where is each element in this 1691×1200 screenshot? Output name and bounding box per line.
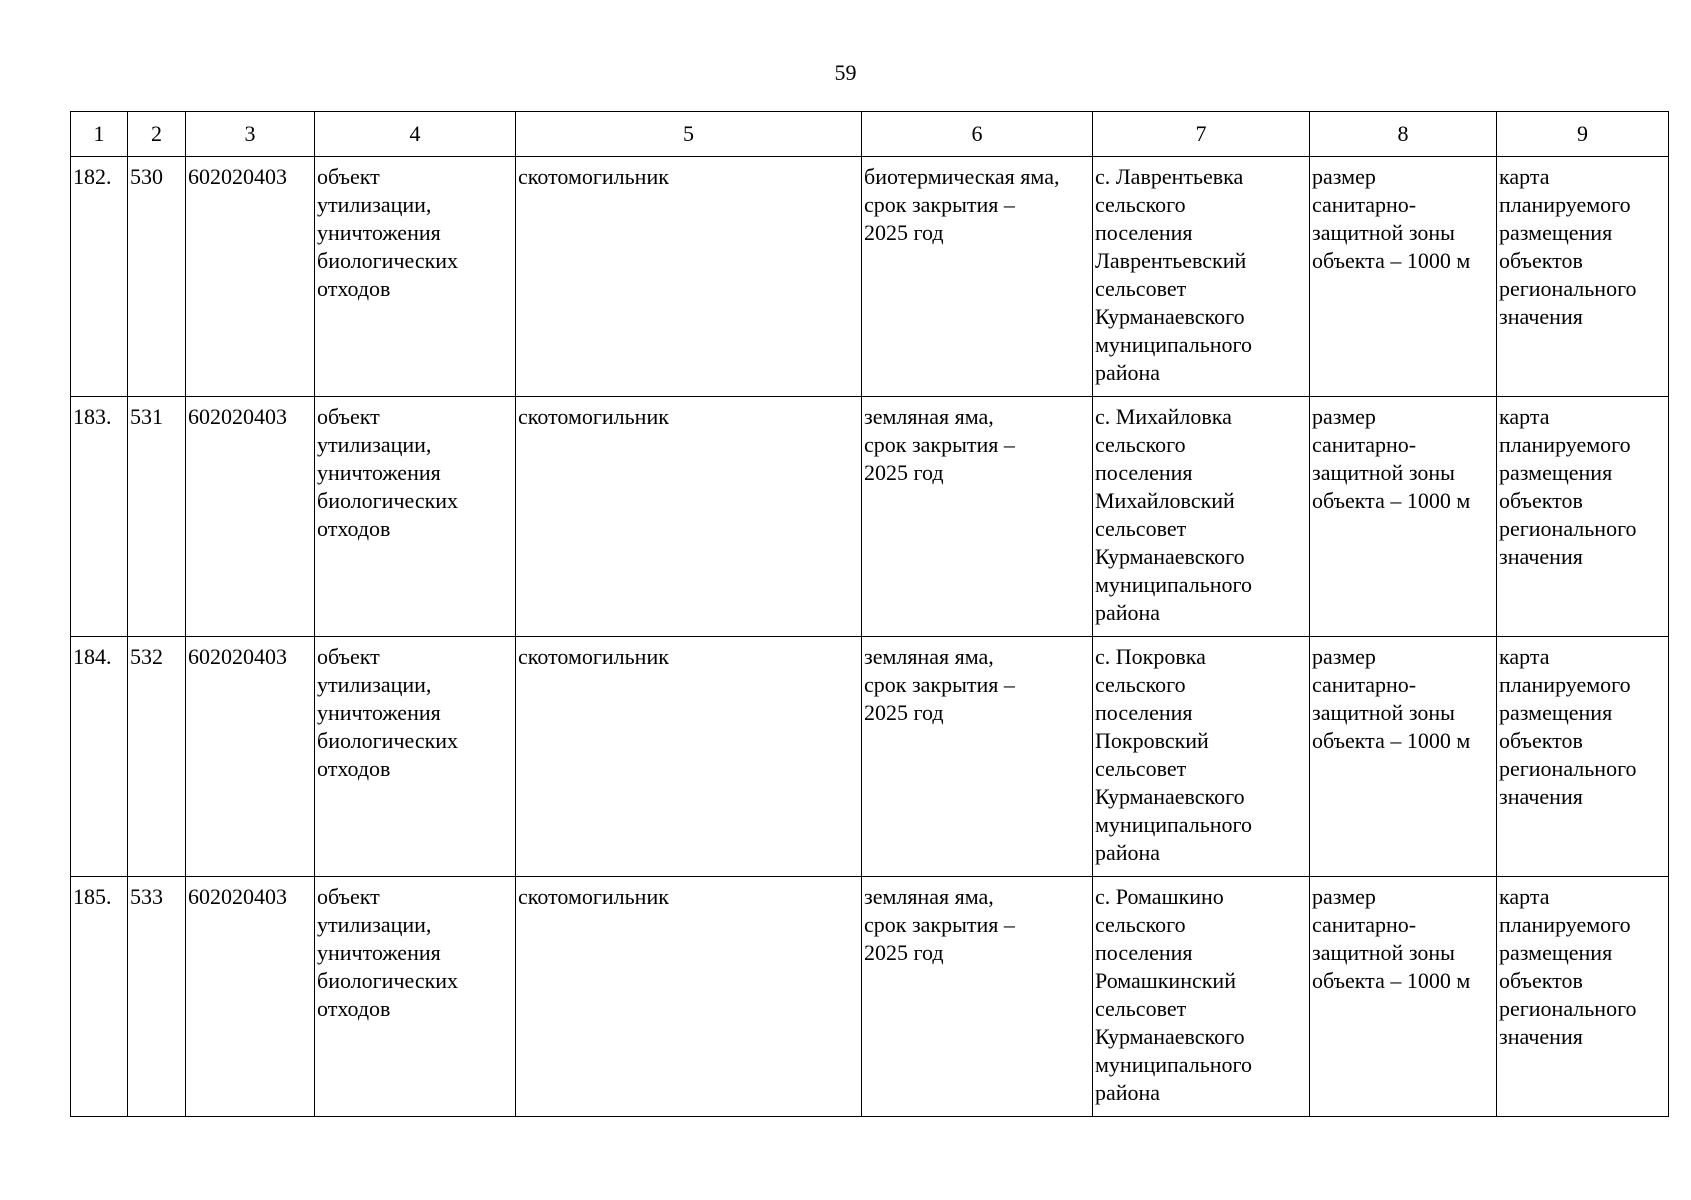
objects-table: [70, 111, 1669, 1117]
table-cell: [186, 637, 315, 877]
table-cell: [1093, 397, 1310, 637]
table-cell: [71, 157, 128, 397]
object-characteristics: земляная яма, срок закрытия – 2025 год: [864, 884, 1015, 965]
table-cell: [186, 157, 315, 397]
column-header: 3: [186, 112, 315, 157]
object-number: 532: [130, 644, 163, 669]
table-cell: [1310, 877, 1497, 1117]
table-cell: [1093, 877, 1310, 1117]
table-row: [71, 877, 1669, 1117]
map-reference: карта планируемого размещения объектов регионального значения: [1499, 644, 1637, 809]
map-reference: карта планируемого размещения объектов регионального значения: [1499, 164, 1637, 329]
column-header: 1: [71, 112, 128, 157]
object-name: скотомогильник: [518, 884, 669, 909]
object-type: объект утилизации, уничтожения биологических отходов: [317, 164, 459, 301]
row-number: 182.: [73, 164, 112, 189]
object-characteristics: земляная яма, срок закрытия – 2025 год: [864, 404, 1015, 485]
table-cell: [1093, 157, 1310, 397]
table-cell: [516, 637, 862, 877]
table-cell: [315, 397, 516, 637]
table-cell: [71, 637, 128, 877]
column-header: 6: [862, 112, 1093, 157]
table-cell: [516, 877, 862, 1117]
object-location: с. Ромашкино сельского поселения Ромашкинский сельсовет Курманаевского муниципального района: [1095, 884, 1253, 1105]
table-cell: [1497, 877, 1669, 1117]
table-cell: [1497, 157, 1669, 397]
table-cell: [1497, 397, 1669, 637]
column-header: 9: [1497, 112, 1669, 157]
object-type: объект утилизации, уничтожения биологических отходов: [317, 404, 459, 541]
table-row: [71, 397, 1669, 637]
table-row: [71, 637, 1669, 877]
row-number: 183.: [73, 404, 112, 429]
object-type: объект утилизации, уничтожения биологических отходов: [317, 884, 459, 1021]
table-cell: [315, 157, 516, 397]
row-number: 184.: [73, 644, 112, 669]
table-cell: [128, 397, 186, 637]
table-cell: [315, 637, 516, 877]
protection-zone: размер санитарно- защитной зоны объекта – 1000 м: [1312, 644, 1471, 753]
table-cell: [128, 637, 186, 877]
column-header: 5: [516, 112, 862, 157]
object-number: 530: [130, 164, 163, 189]
table-row: [71, 157, 1669, 397]
column-header: 2: [128, 112, 186, 157]
table-cell: [516, 397, 862, 637]
object-location: с. Покровка сельского поселения Покровский сельсовет Курманаевского муниципального района: [1095, 644, 1253, 865]
object-location: с. Лаврентьевка сельского поселения Лаврентьевский сельсовет Курманаевского муниципального района: [1095, 164, 1253, 385]
table-cell: [315, 877, 516, 1117]
object-characteristics: биотермическая яма, срок закрытия – 2025 год: [864, 164, 1060, 245]
table-cell: [1310, 397, 1497, 637]
object-name: скотомогильник: [518, 164, 669, 189]
header-row: [71, 112, 1669, 157]
object-number: 531: [130, 404, 163, 429]
table-cell: [128, 877, 186, 1117]
table-cell: [128, 157, 186, 397]
object-code: 602020403: [188, 644, 287, 669]
object-name: скотомогильник: [518, 404, 669, 429]
object-number: 533: [130, 884, 163, 909]
object-location: с. Михайловка сельского поселения Михайловский сельсовет Курманаевского муниципального района: [1095, 404, 1253, 625]
object-code: 602020403: [188, 164, 287, 189]
table-cell: [1310, 637, 1497, 877]
protection-zone: размер санитарно- защитной зоны объекта – 1000 м: [1312, 164, 1471, 273]
protection-zone: размер санитарно- защитной зоны объекта – 1000 м: [1312, 884, 1471, 993]
page-number: 59: [834, 60, 857, 85]
table-cell: [1093, 637, 1310, 877]
table-cell: [1310, 157, 1497, 397]
table-cell: [862, 877, 1093, 1117]
column-header: 4: [315, 112, 516, 157]
table-cell: [71, 877, 128, 1117]
object-code: 602020403: [188, 884, 287, 909]
table-cell: [516, 157, 862, 397]
table-cell: [862, 397, 1093, 637]
column-header: 8: [1310, 112, 1497, 157]
table-cell: [71, 397, 128, 637]
map-reference: карта планируемого размещения объектов регионального значения: [1499, 884, 1637, 1049]
object-type: объект утилизации, уничтожения биологических отходов: [317, 644, 459, 781]
row-number: 185.: [73, 884, 112, 909]
object-code: 602020403: [188, 404, 287, 429]
table-cell: [862, 157, 1093, 397]
table-cell: [186, 877, 315, 1117]
object-name: скотомогильник: [518, 644, 669, 669]
protection-zone: размер санитарно- защитной зоны объекта – 1000 м: [1312, 404, 1471, 513]
table-cell: [186, 397, 315, 637]
table-cell: [862, 637, 1093, 877]
map-reference: карта планируемого размещения объектов регионального значения: [1499, 404, 1637, 569]
table-cell: [1497, 637, 1669, 877]
object-characteristics: земляная яма, срок закрытия – 2025 год: [864, 644, 1015, 725]
column-header: 7: [1093, 112, 1310, 157]
